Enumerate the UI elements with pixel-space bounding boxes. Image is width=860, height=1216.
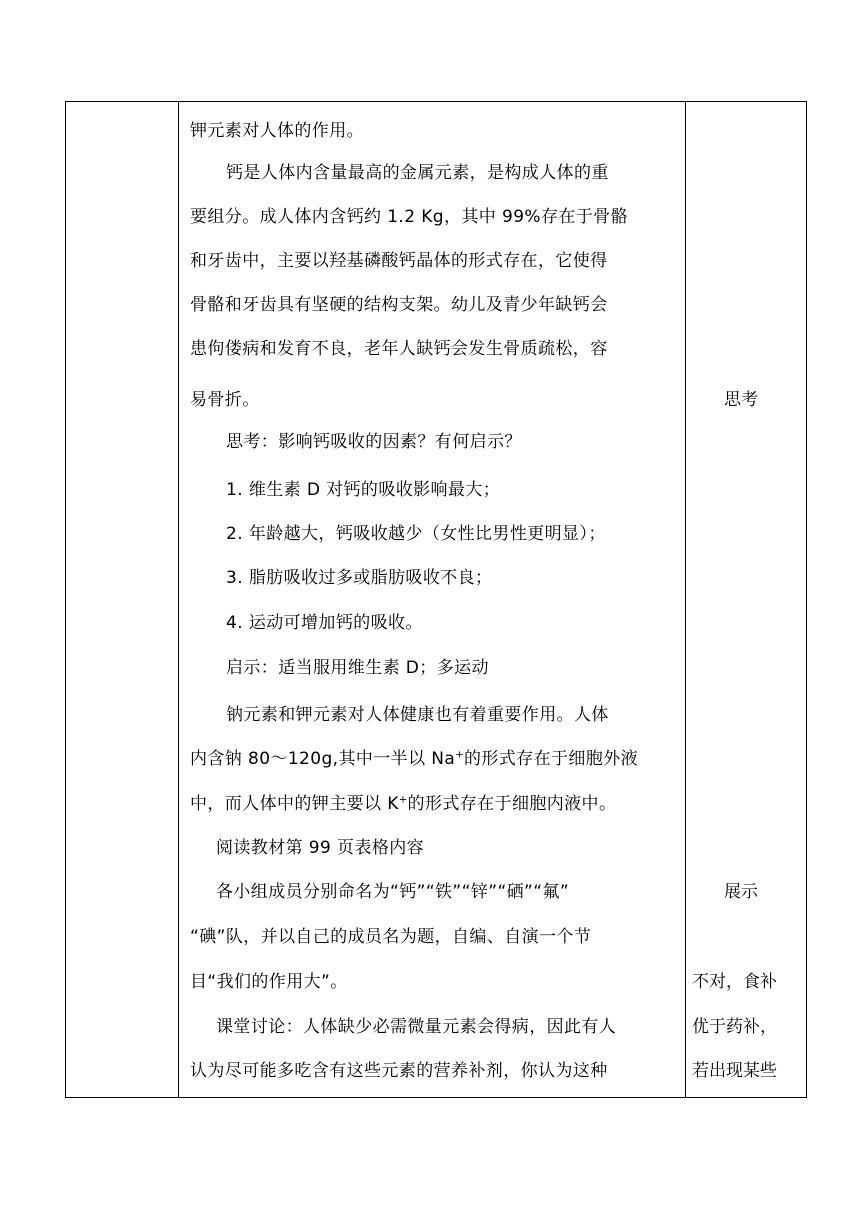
text-line: 骨骼和牙齿具有坚硬的结构支架。幼儿及青少年缺钙会 xyxy=(190,295,608,315)
text-line: 3. 脂肪吸收过多或脂肪吸收不良； xyxy=(226,568,493,588)
text-line: 要组分。成人体内含钙约 1.2 Kg，其中 99%存在于骨骼 xyxy=(190,207,628,227)
text-line: 1. 维生素 D 对钙的吸收影响最大； xyxy=(226,480,501,500)
text-line: 内含钠 80～120g,其中一半以 Na+的形式存在于细胞外液 xyxy=(190,749,638,769)
lesson-table xyxy=(65,101,807,1098)
answer-line: 不对，食补 xyxy=(692,972,777,992)
text-line: 和牙齿中，主要以羟基磷酸钙晶体的形式存在，它使得 xyxy=(190,251,608,271)
text-line: 课堂讨论：人体缺少必需微量元素会得病，因此有人 xyxy=(216,1017,617,1037)
text-line: “碘”队，并以自己的成员名为题，自编、自演一个节 xyxy=(190,927,592,947)
answer-line: 若出现某些 xyxy=(692,1061,777,1081)
think-label: 思考 xyxy=(724,390,758,410)
answer-line: 优于药补， xyxy=(692,1017,777,1037)
text-line: 思考：影响钙吸收的因素？有何启示？ xyxy=(226,432,522,452)
text-line: 目“我们的作用大”。 xyxy=(190,972,348,992)
text-line: 各小组成员分别命名为“钙”“铁”“锌”“硒”“氟” xyxy=(216,882,570,902)
text-line: 易骨折。 xyxy=(190,390,260,410)
text-line: 2. 年龄越大，钙吸收越少（女性比男性更明显）； xyxy=(226,524,606,544)
activity-column-cell xyxy=(686,102,807,1098)
text-line: 认为尽可能多吃含有这些元素的营养补剂，你认为这种 xyxy=(190,1061,608,1081)
text-line: 中，而人体中的钾主要以 K+的形式存在于细胞内液中。 xyxy=(190,794,617,814)
text-line: 4. 运动可增加钙的吸收。 xyxy=(226,613,423,633)
show-label: 展示 xyxy=(724,882,758,902)
text-line: 阅读教材第 99 页表格内容 xyxy=(216,838,425,858)
text-line: 钾元素对人体的作用。 xyxy=(190,121,364,141)
text-line: 钠元素和钾元素对人体健康也有着重要作用。人体 xyxy=(226,705,609,725)
left-column-cell xyxy=(66,102,179,1098)
text-line: 钙是人体内含量最高的金属元素，是构成人体的重 xyxy=(226,163,609,183)
content-column-cell xyxy=(179,102,686,1098)
text-line: 启示：适当服用维生素 D；多运动 xyxy=(226,658,489,678)
text-line: 患佝偻病和发育不良，老年人缺钙会发生骨质疏松，容 xyxy=(190,339,608,359)
